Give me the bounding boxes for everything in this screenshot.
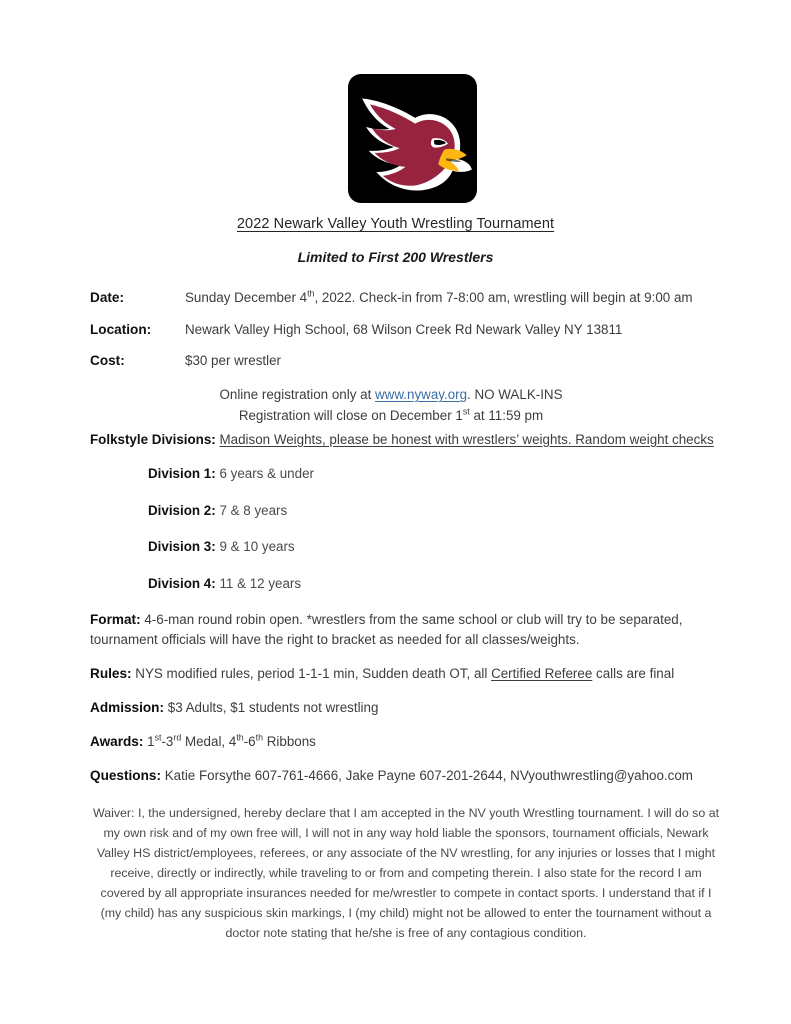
awards-label: Awards: bbox=[90, 734, 144, 750]
division-3-label: Division 3: bbox=[148, 539, 216, 555]
division-item bbox=[148, 537, 722, 556]
cost-label: Cost: bbox=[90, 353, 125, 369]
awards-p2-sup: rd bbox=[173, 732, 182, 743]
awards-p5: Ribbons bbox=[263, 734, 316, 750]
nyway-registration-link[interactable]: www.nyway.org bbox=[375, 387, 468, 403]
document-title-text: 2022 Newark Valley Youth Wrestling Tournament bbox=[236, 216, 555, 232]
format-paragraph bbox=[90, 610, 722, 650]
waiver-paragraph: Waiver: I, the undersigned, hereby declare that I am accepted in the NV youth Wrestling tournament. I will do so at my own risk and of my own free will, I will not in any way hold liable the sponsors, tournament officials, Newark Valley HS district/employees, referees, or any associate of the NV wrestling, for any injuries or losses that I might receive, directly or indirectly, while traveling to or from and competing therein. I also state for the record I am covered by all appropriate insurances needed for me/wrestler to compete in contact sports. I understand that if I (my child) has any suspicious skin markings, I (my child) might not be allowed to enter the tournament without a doctor note stating that he/she is free of any contagious condition. bbox=[92, 805, 720, 941]
certified-referee-text: Certified Referee bbox=[491, 666, 593, 682]
division-2-value: 7 & 8 years bbox=[219, 502, 288, 518]
division-item bbox=[148, 574, 722, 593]
questions-paragraph bbox=[90, 766, 722, 786]
cardinal-head-icon bbox=[348, 74, 477, 203]
registration-line-2 bbox=[90, 406, 692, 427]
logo-tile-background bbox=[348, 74, 477, 203]
awards-p3-sup: th bbox=[236, 732, 244, 743]
cost-row bbox=[90, 351, 722, 371]
rules-label: Rules: bbox=[90, 666, 132, 682]
admission-label: Admission: bbox=[90, 700, 165, 716]
date-label: Date: bbox=[90, 290, 124, 305]
division-item bbox=[148, 501, 722, 520]
division-4-label: Division 4: bbox=[148, 575, 216, 591]
registration-line2-pre: Registration will close on December 1 bbox=[238, 407, 463, 423]
awards-p4-sup: th bbox=[255, 732, 263, 743]
division-4-value: 11 & 12 years bbox=[219, 575, 302, 591]
awards-p1: 1 bbox=[147, 734, 155, 750]
rules-paragraph bbox=[90, 664, 722, 684]
division-3-value: 9 & 10 years bbox=[219, 539, 295, 555]
admission-paragraph bbox=[90, 698, 722, 718]
location-value: Newark Valley High School, 68 Wilson Creek Rd Newark Valley NY 13811 bbox=[185, 321, 623, 337]
registration-block bbox=[90, 385, 722, 427]
division-1-label: Division 1: bbox=[148, 466, 216, 482]
awards-p4: -6 bbox=[243, 734, 256, 750]
date-value-post: , 2022. Check-in from 7-8:00 am, wrestling will begin at 9:00 am bbox=[314, 290, 693, 305]
date-value bbox=[185, 288, 722, 307]
format-label: Format: bbox=[90, 612, 141, 628]
division-2-label: Division 2: bbox=[148, 502, 216, 518]
registration-line2-post: at 11:59 pm bbox=[469, 407, 544, 423]
registration-line1-pre: Online registration only at bbox=[219, 387, 376, 403]
awards-p1-sup: st bbox=[154, 732, 162, 743]
cardinal-head-logo bbox=[348, 74, 477, 203]
location-row bbox=[90, 320, 722, 340]
questions-label: Questions: bbox=[90, 768, 161, 784]
format-text: 4-6-man round robin open. *wrestlers from the same school or club will try to be separated, tournament officials will have the right to bracket as needed for all classes/weights. bbox=[90, 612, 683, 648]
date-ordinal-suffix: th bbox=[307, 288, 315, 299]
registration-line1-post: . NO WALK-INS bbox=[467, 387, 563, 403]
awards-p2: -3 bbox=[161, 734, 174, 750]
document-body bbox=[90, 288, 722, 943]
division-item bbox=[148, 464, 722, 483]
registration-line-1 bbox=[90, 385, 692, 406]
registration-ordinal-suffix: st bbox=[462, 406, 470, 417]
date-value-pre: Sunday December 4 bbox=[185, 290, 308, 305]
location-label: Location: bbox=[90, 321, 152, 337]
division-1-value: 6 years & under bbox=[219, 466, 314, 482]
document-subtitle: Limited to First 200 Wrestlers bbox=[297, 249, 494, 265]
folkstyle-divisions-text: Madison Weights, please be honest with wrestlers’ weights. Random weight checks bbox=[219, 431, 714, 447]
questions-text: Katie Forsythe 607-761-4666, Jake Payne 607-201-2644, NVyouthwrestling@yahoo.com bbox=[164, 768, 693, 784]
document-title bbox=[0, 216, 791, 232]
admission-text: $3 Adults, $1 students not wrestling bbox=[167, 700, 379, 716]
cost-value: $30 per wrestler bbox=[185, 353, 282, 369]
rules-text-post: calls are final bbox=[592, 666, 675, 682]
rules-text-pre: NYS modified rules, period 1-1-1 min, Sudden death OT, all bbox=[135, 666, 492, 682]
awards-p3: Medal, 4 bbox=[181, 734, 237, 750]
folkstyle-divisions-note bbox=[90, 430, 722, 451]
folkstyle-divisions-label: Folkstyle Divisions: bbox=[90, 431, 216, 447]
date-row bbox=[90, 288, 722, 308]
divisions-list bbox=[148, 464, 722, 593]
awards-paragraph bbox=[90, 732, 722, 752]
